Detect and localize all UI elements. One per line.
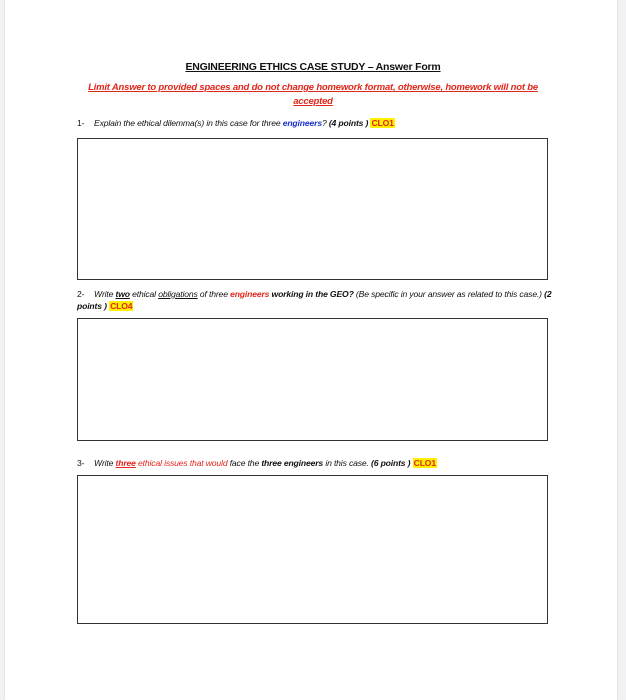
points-label: (4 points ) (328, 118, 369, 128)
question-number: 2- (77, 289, 85, 299)
question-number: 1- (77, 118, 85, 128)
clo-badge: CLO1 (413, 458, 436, 468)
question-3: 3- Write three ethical issues that would face the three engineers in this case. (6 points ) CLO1 (77, 458, 436, 468)
question-2: 2- Write two ethical obligations of three engineers working in the GEO? (Be specific in your answer as related to this case.) (2 points ) CLO4 (77, 289, 552, 311)
answer-box-2[interactable] (77, 318, 548, 441)
points-label: (6 points ) (370, 458, 411, 468)
clo-badge: CLO4 (110, 301, 133, 311)
question-number: 3- (77, 458, 85, 468)
points-label: (2 points ) (77, 289, 552, 311)
clo-badge: CLO1 (371, 118, 394, 128)
submission-notice: Limit Answer to provided spaces and do not change homework format, otherwise, homework will not be accepted (88, 82, 538, 107)
answer-box-1[interactable] (77, 138, 548, 280)
answer-box-3[interactable] (77, 475, 548, 624)
question-1: 1- Explain the ethical dilemma(s) in this case for three engineers? (4 points ) CLO1 (77, 118, 394, 128)
form-title: ENGINEERING ETHICS CASE STUDY – Answer Form (185, 61, 441, 73)
